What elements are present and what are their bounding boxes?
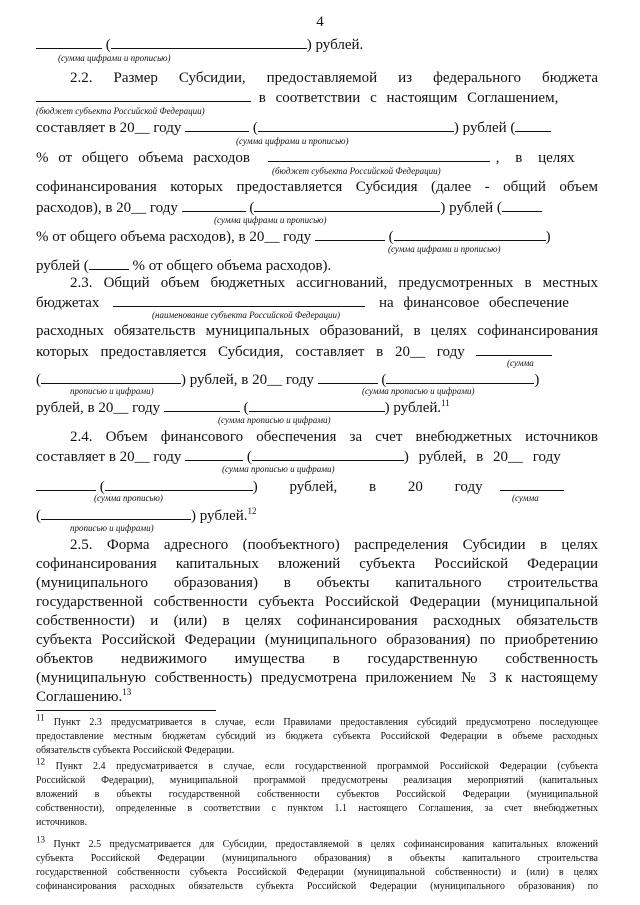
blank-field (41, 505, 191, 520)
blank-field (386, 369, 534, 384)
body-line-7 (36, 197, 598, 217)
text: расходов), в 20__ году (36, 200, 178, 216)
text: ) рублей. (306, 37, 364, 53)
field-caption: (сумма прописью) (94, 493, 163, 503)
blank-field (252, 446, 404, 461)
footnote-13-line-1 (36, 834, 598, 851)
text: составляет в 20__ году (36, 120, 182, 136)
blank-field (105, 476, 253, 491)
body-line-5 (36, 147, 598, 167)
field-caption: (сумма цифрами и прописью) (58, 53, 171, 63)
blank-field (515, 117, 551, 132)
blank-field (89, 255, 129, 270)
text: ( (249, 200, 255, 216)
text: Пункт 2.3 предусматривается в случае, если Правилами предоставления субсидий предусмотрено последующее (53, 717, 598, 728)
text: в соответствии с настоящим Соглашением, (258, 90, 559, 106)
text: рублей, в 20__ году (36, 400, 161, 416)
clause-2-5-line-4: государственной собственности субъекта Российской Федерации (муниципальной (36, 594, 598, 610)
body-line-3 (36, 87, 598, 107)
body-line-1 (36, 34, 598, 54)
clause-2-5-line-7: объектов недвижимого имущества в государственную собственность (36, 651, 598, 667)
text: рублей ( (36, 258, 89, 274)
clause-2-5-line-8: (муниципальную собственность) предусмотрена приложением № 3 к настоящему (36, 670, 598, 686)
blank-field (502, 197, 542, 212)
field-caption: (сумма цифрами и прописью) (214, 215, 327, 225)
text: % от общего объема расходов (36, 150, 251, 166)
blank-field (268, 147, 490, 162)
blank-field (394, 226, 546, 241)
blank-field (111, 34, 307, 49)
footnote-13-line-3: государственной собственности субъекта Российской Федерации (муниципальной собственности) и (или) в целях (36, 867, 598, 878)
field-caption: (бюджет субъекта Российской Федерации) (272, 166, 441, 176)
clause-2-5-line-5: собственности) и (или) в целях софинансирования расходных обязательств (36, 613, 598, 629)
text: % от общего объема расходов), в 20__ году (36, 229, 312, 245)
text: ( (36, 372, 41, 388)
blank-field (318, 369, 378, 384)
text: на финансовое обеспечение (378, 295, 569, 311)
text: ) рублей, в 20 году (252, 479, 483, 495)
text: составляет в 20__ году (36, 449, 182, 465)
footnote-11-line-2: предоставление местным бюджетам субсидий из бюджета субъекта Российской Федерации в объеме расходных (36, 731, 598, 742)
text: ( (252, 120, 258, 136)
blank-field (476, 341, 552, 356)
field-caption: (сумма (507, 358, 534, 368)
clause-2-5-line-6: субъекта Российской Федерации (муниципального образования) по приобретению (36, 632, 598, 648)
clause-2-4-line-1: 2.4. Объем финансового обеспечения за счет внебюджетных источников (70, 429, 598, 445)
footnote-number: 11 (36, 712, 45, 723)
field-caption: (сумма цифрами и прописью) (388, 244, 501, 254)
body-line-9 (36, 255, 598, 275)
clause-2-5-line-3: (муниципального образования) в объекты капитального строительства (36, 575, 598, 591)
field-caption: (сумма цифрами и прописью) (236, 136, 349, 146)
blank-field (113, 292, 365, 307)
clause-2-5-line-1: 2.5. Форма адресного (пообъектного) распределения Субсидии в целях (70, 537, 598, 553)
footnote-number: 12 (36, 756, 45, 767)
footnote-12-line-5: источников. (36, 817, 88, 828)
blank-field (500, 476, 564, 491)
field-caption: прописью и цифрами) (70, 523, 154, 533)
footnote-13-line-2: субъекта Российской Федерации (муниципального образования) в объекты капитального строительства (36, 853, 598, 864)
text: % от общего объема расходов). (132, 258, 332, 274)
text: ) (534, 372, 540, 388)
text: Пункт 2.4 предусматривается в случае, если государственной программой Российской Федерации (субъекта (55, 761, 598, 772)
clause-2-2-line-1: 2.2. Размер Субсидии, предоставляемой из федерального бюджета (70, 70, 598, 86)
text: ( (243, 400, 249, 416)
blank-field (185, 446, 243, 461)
blank-field (164, 397, 240, 412)
blank-field (254, 197, 440, 212)
clause-2-3-line-1: 2.3. Общий объем бюджетных ассигнований, предусмотренных в местных (70, 275, 598, 291)
body-line-8 (36, 226, 598, 246)
footnote-ref-11: 11 (441, 398, 450, 408)
text: ) рублей ( (453, 120, 516, 136)
footnote-11-line-1 (36, 712, 598, 729)
blank-field (36, 476, 96, 491)
footnote-separator (36, 710, 216, 711)
footnote-ref-13: 13 (122, 687, 132, 697)
field-caption: (сумма прописью и цифрами) (222, 464, 335, 474)
blank-field (182, 197, 246, 212)
field-caption: (бюджет субъекта Российской Федерации) (36, 106, 205, 116)
blank-field (249, 397, 385, 412)
blank-field (258, 117, 454, 132)
footnote-12-line-2: Российской Федерации), муниципальной программой предусмотрены реализация мероприятий (капитальных (36, 775, 598, 786)
footnote-12-line-3: вложений в объекты государственной собственности субъектов Российской Федерации (муниципальной (36, 789, 598, 800)
body-line-12: расходных обязательств муниципальных образований, в целях софинансирования (36, 323, 598, 339)
body-line-4 (36, 117, 598, 137)
blank-field (41, 369, 181, 384)
field-caption: (наименование субъекта Российской Федерации) (152, 310, 341, 320)
text: ( (99, 479, 105, 495)
body-line-6: софинансирования которых предоставляется Субсидия (далее - общий объем (36, 179, 598, 195)
footnote-11-line-3: обязательств субъекта Российской Федерации. (36, 745, 235, 756)
text: ) рублей, в 20__ году (403, 449, 561, 465)
text: ( (36, 508, 41, 524)
text: Соглашению. (36, 689, 123, 705)
text: ( (246, 449, 252, 465)
body-line-15 (36, 397, 598, 417)
text: ) рублей ( (440, 200, 502, 216)
text: ( (105, 37, 111, 53)
blank-field (36, 87, 251, 102)
text: ( (381, 372, 387, 388)
field-caption: (сумма прописью и цифрами) (218, 415, 331, 425)
field-caption: (сумма (512, 493, 539, 503)
field-caption: прописью и цифрами) (70, 386, 154, 396)
field-caption: (сумма прописью и цифрами) (362, 386, 475, 396)
text: ( (388, 229, 394, 245)
text: Пункт 2.5 предусматривается для Субсидии, предоставляемой в целях софинансирования капитальных вложений (53, 839, 598, 850)
footnote-number: 13 (36, 834, 45, 845)
footnote-13-line-4: софинансирования расходных обязательств субъекта Российской Федерации (муниципального образования) по (36, 881, 598, 892)
footnote-12-line-1 (36, 756, 598, 773)
body-line-19 (36, 505, 598, 525)
text: которых предоставляется Субсидия, составляет в 20__ году (36, 344, 465, 360)
blank-field (315, 226, 385, 241)
blank-field (36, 34, 102, 49)
body-line-17 (36, 446, 598, 466)
footnote-ref-12: 12 (247, 506, 257, 516)
text: ) рублей. (384, 400, 442, 416)
clause-2-5-line-9 (36, 687, 598, 707)
clause-2-5-line-2: софинансирования капитальных вложений субъекта Российской Федерации (36, 556, 598, 572)
body-line-11 (36, 292, 598, 312)
text: , в целях (495, 150, 575, 166)
page-number: 4 (316, 14, 324, 30)
footnote-12-line-4: собственности), определенные в соответствии с пунктом 1.1 настоящего Соглашения, за счет внебюджетных (36, 803, 598, 814)
blank-field (185, 117, 249, 132)
text: ) (545, 229, 551, 245)
text: бюджетах (36, 295, 100, 311)
text: ) рублей, в 20__ году (181, 372, 314, 388)
text: ) рублей. (191, 508, 248, 524)
